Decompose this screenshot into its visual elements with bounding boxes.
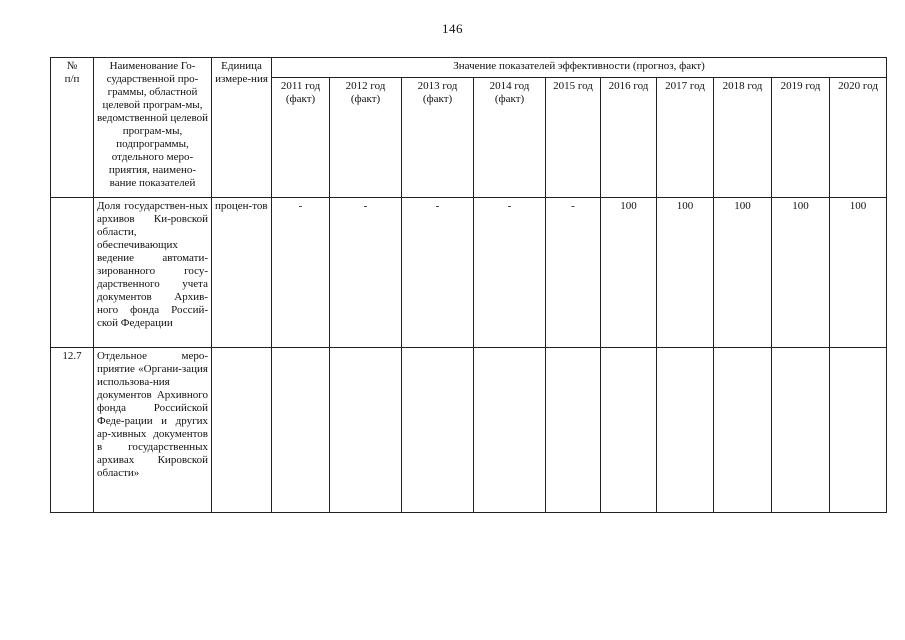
row-unit: процен-тов [212, 198, 272, 348]
table-row [51, 348, 887, 513]
row-value: 100 [714, 198, 772, 348]
header-year-2013: 2013 год (факт) [402, 78, 474, 198]
header-unit: Единица измере-ния [212, 58, 272, 198]
row-value: - [402, 198, 474, 348]
row-value [772, 348, 830, 513]
header-row [51, 58, 887, 78]
row-unit [212, 348, 272, 513]
row-value: - [474, 198, 546, 348]
row-value: - [272, 198, 330, 348]
header-year-2020: 2020 год [830, 78, 887, 198]
header-name: Наименование Го-сударственной про-граммы, областной целевой програм-мы, ведомственной целевой програм-мы, подпрограммы, отдельного меро-приятия, наимено-вание показателей [94, 58, 212, 198]
row-value [546, 348, 601, 513]
row-num: 12.7 [51, 348, 94, 513]
header-year-2019: 2019 год [772, 78, 830, 198]
row-name: Отдельное меро-приятие «Органи-зация использова-ния документов Архивного фонда Российской Феде-рации и других ар-хивных документов в государственных архивах Кировской области» [94, 348, 212, 513]
header-year-2016: 2016 год [601, 78, 657, 198]
header-year-2015: 2015 год [546, 78, 601, 198]
row-num [51, 198, 94, 348]
header-year-2014: 2014 год (факт) [474, 78, 546, 198]
row-value: 100 [772, 198, 830, 348]
row-value [330, 348, 402, 513]
row-value [657, 348, 714, 513]
header-year-2017: 2017 год [657, 78, 714, 198]
row-value [474, 348, 546, 513]
row-name: Доля государствен-ных архивов Ки-ровской области, обеспечивающих ведение автомати-зированного госу-дарственного учета документов Архив-ного фонда Россий-ской Федерации [94, 198, 212, 348]
row-value: 100 [601, 198, 657, 348]
header-year-2018: 2018 год [714, 78, 772, 198]
row-value [272, 348, 330, 513]
row-value [830, 348, 887, 513]
indicators-table [50, 57, 887, 513]
row-value [601, 348, 657, 513]
row-value [402, 348, 474, 513]
row-value: 100 [657, 198, 714, 348]
row-value: 100 [830, 198, 887, 348]
row-value [714, 348, 772, 513]
header-year-2012: 2012 год (факт) [330, 78, 402, 198]
header-num: № п/п [51, 58, 94, 198]
header-values-title: Значение показателей эффективности (прогноз, факт) [272, 58, 887, 78]
table-row [51, 198, 887, 348]
header-year-2011: 2011 год (факт) [272, 78, 330, 198]
row-value: - [546, 198, 601, 348]
page-number: 146 [442, 21, 463, 36]
row-value: - [330, 198, 402, 348]
